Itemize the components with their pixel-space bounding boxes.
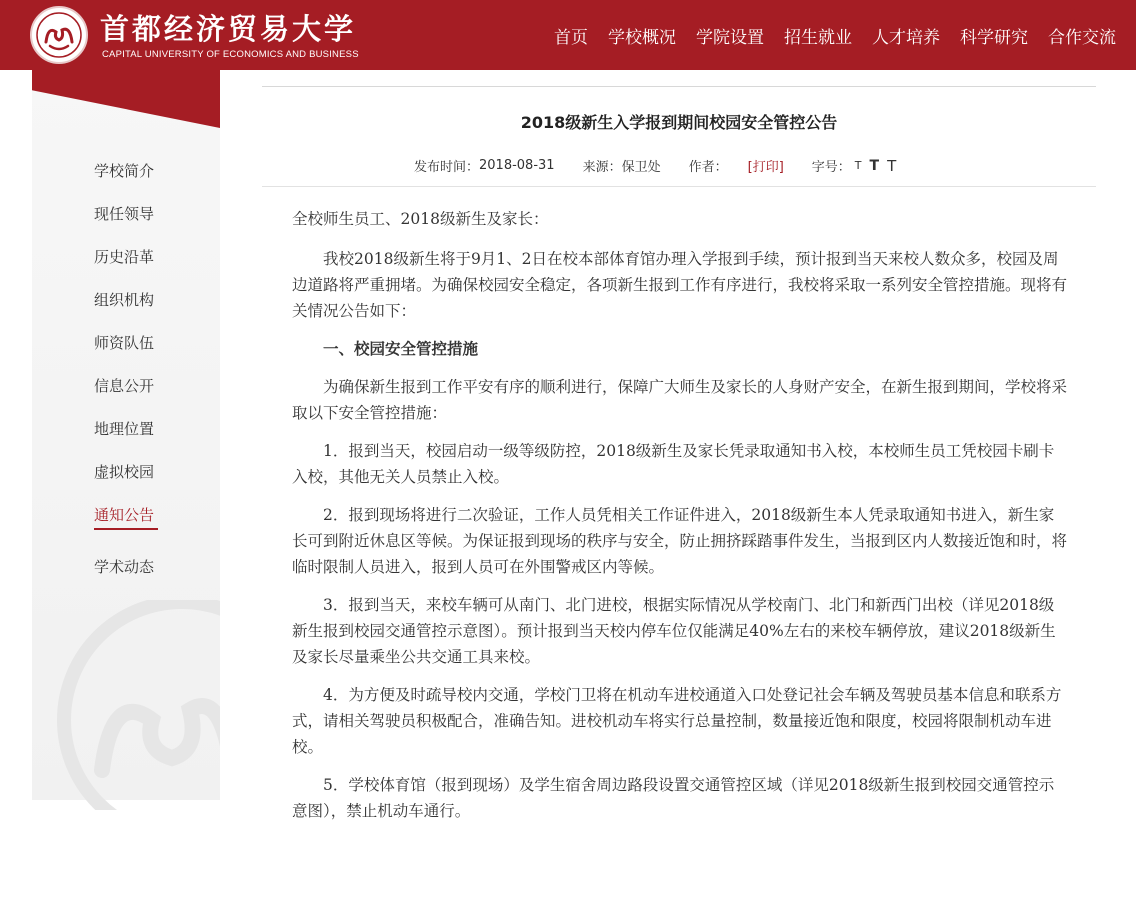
seal-emblem-icon: [32, 8, 86, 62]
university-name-en: CAPITAL UNIVERSITY OF ECONOMICS AND BUSINESS: [102, 49, 359, 60]
university-seal-logo[interactable]: [30, 6, 88, 64]
sidebar-item-leaders[interactable]: 现任领导: [94, 205, 155, 223]
sidebar-item-history[interactable]: 历史沿革: [94, 248, 155, 266]
nav-item-admissions[interactable]: 招生就业: [784, 27, 852, 48]
article-section-heading: 一、校园安全管控措施: [323, 339, 479, 358]
meta-divider: [262, 186, 1096, 187]
sidebar-item-notices-label: 通知公告: [94, 506, 155, 524]
site-header: [0, 0, 1136, 70]
article-paragraph: 为确保新生报到工作平安有序的顺利进行，保障广大师生及家长的人身财产安全，在新生报到期间，学校将采取以下安全管控措施：: [292, 378, 1068, 422]
publish-label: 发布时间：: [414, 160, 480, 175]
font-size-label: 字号：: [811, 160, 851, 175]
nav-item-colleges[interactable]: 学院设置: [696, 27, 764, 48]
article-paragraph: 1．报到当天，校园启动一级等级防控，2018级新生及家长凭录取通知书入校，本校师生员工凭校园卡刷卡入校，其他无关人员禁止入校。: [292, 442, 1055, 486]
sidebar-item-faculty[interactable]: 师资队伍: [94, 334, 155, 352]
sidebar-item-intro[interactable]: 学校简介: [94, 162, 155, 180]
article-paragraph: 3．报到当天，来校车辆可从南门、北门进校，根据实际情况从学校南门、北门和新西门出校（详见2018级新生报到校园交通管控示意图）。预计报到当天校内停车位仅能满足40%左右的来校车辆停放，建议2018级新生及家长尽量乘坐公共交通工具来校。: [292, 596, 1056, 666]
sidebar-item-academic[interactable]: 学术动态: [94, 558, 155, 576]
active-indicator: [94, 528, 158, 530]
font-size-medium-button[interactable]: T: [869, 157, 880, 174]
nav-item-research[interactable]: 科学研究: [960, 27, 1028, 48]
sidebar-item-info-disclosure[interactable]: 信息公开: [94, 377, 155, 395]
article-meta: [414, 156, 902, 175]
sidebar-item-location[interactable]: 地理位置: [94, 420, 155, 438]
nav-item-home[interactable]: 首页: [554, 27, 588, 48]
print-link[interactable]: [打印]: [747, 160, 784, 175]
article-container: [262, 70, 1096, 910]
sidebar-item-notices[interactable]: [94, 504, 154, 525]
sidebar-item-virtual-campus[interactable]: 虚拟校园: [94, 463, 155, 481]
watermark-seal-icon: [32, 600, 220, 810]
author-label: 作者：: [688, 160, 728, 175]
article-body: [292, 206, 1068, 836]
source-label: 来源：: [582, 160, 622, 175]
nav-item-about[interactable]: 学校概况: [608, 27, 676, 48]
article-paragraph: 5．学校体育馆（报到现场）及学生宿舍周边路段设置交通管控区域（详见2018级新生报到校园交通管控示意图），禁止机动车通行。: [292, 776, 1055, 820]
article-title: 2018级新生入学报到期间校园安全管控公告: [520, 113, 838, 132]
font-size-small-button[interactable]: T: [854, 159, 862, 172]
sidebar-item-organization[interactable]: 组织机构: [94, 291, 155, 309]
main-nav: [534, 0, 1116, 70]
article-salutation: 全校师生员工、2018级新生及家长：: [292, 210, 549, 228]
university-name-cn[interactable]: 首都经济贸易大学: [100, 12, 357, 46]
top-divider: [262, 86, 1096, 87]
article-paragraph: 4．为方便及时疏导校内交通，学校门卫将在机动车进校通道入口处登记社会车辆及驾驶员基本信息和联系方式，请相关驾驶员积极配合，准确告知。进校机动车将实行总量控制，数量接近饱和限度，校园将限制机动车进校。: [292, 686, 1062, 756]
article-paragraph: 我校2018级新生将于9月1、2日在校本部体育馆办理入学报到手续，预计报到当天来校人数众多，校园及周边道路将严重拥堵。为确保校园安全稳定，各项新生报到工作有序进行，我校将采取一系列安全管控措施。现将有关情况公告如下：: [292, 250, 1068, 320]
source-value: 保卫处: [621, 160, 661, 175]
font-size-large-button[interactable]: T: [887, 156, 897, 175]
nav-item-education[interactable]: 人才培养: [872, 27, 940, 48]
article-paragraph: 2．报到现场将进行二次验证，工作人员凭相关工作证件进入，2018级新生本人凭录取通知书进入，新生家长可到附近休息区等候。为保证报到现场的秩序与安全，防止拥挤踩踏事件发生，当报到区内人数接近饱和时，将临时限制人员进入，报到人员可在外围警戒区内等候。: [292, 506, 1068, 576]
publish-date: 2018-08-31: [479, 158, 555, 173]
nav-item-cooperation[interactable]: 合作交流: [1048, 27, 1116, 48]
